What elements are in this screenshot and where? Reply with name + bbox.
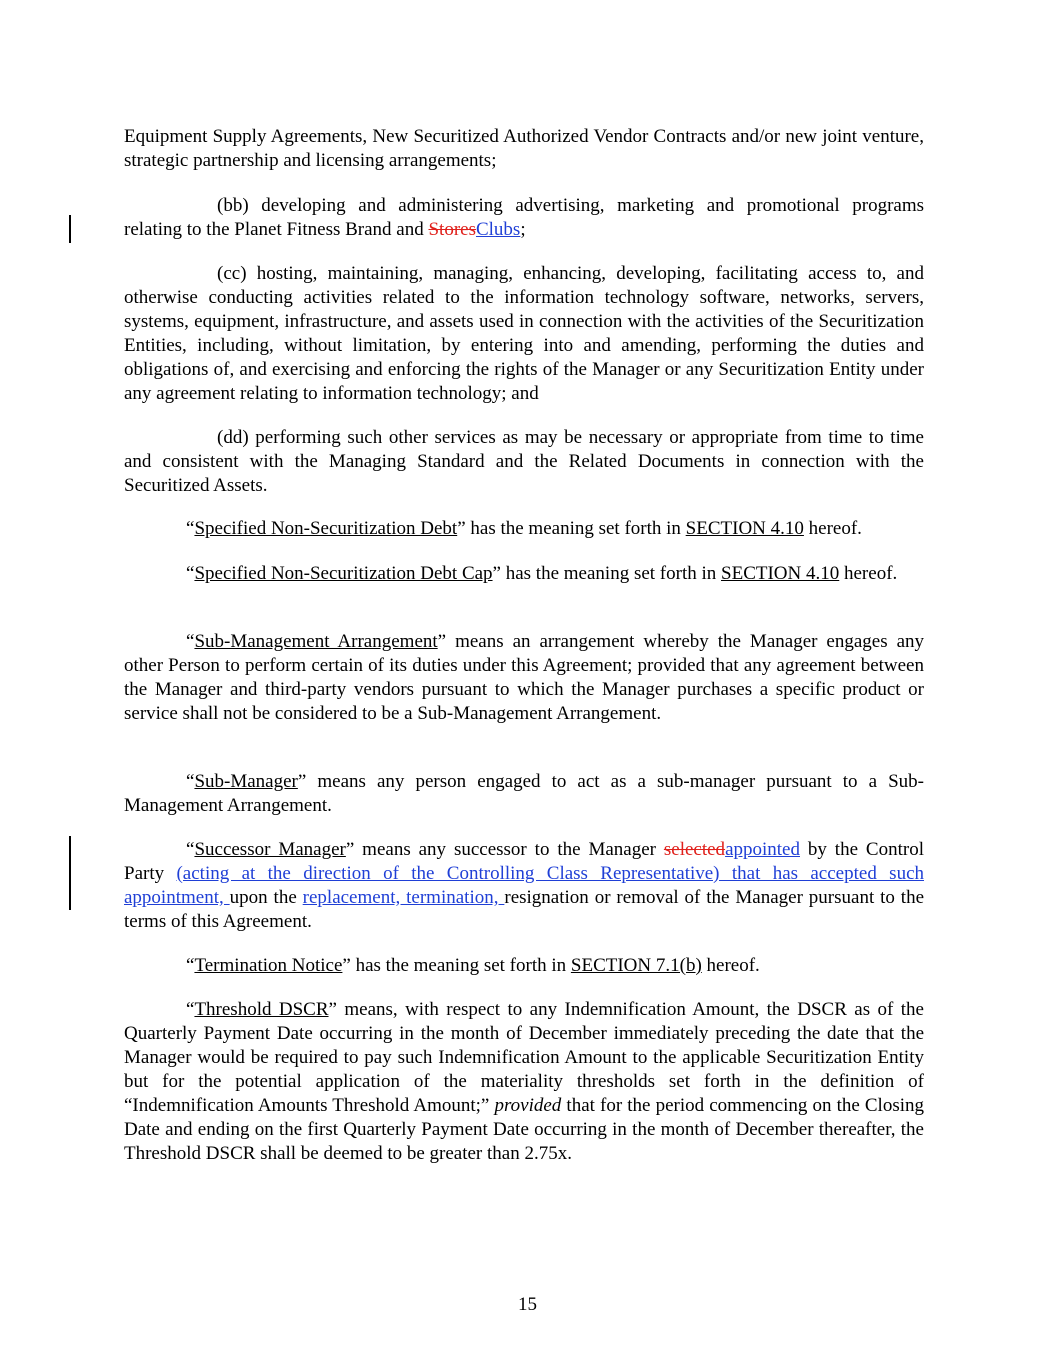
section-reference: SECTION 4.10: [721, 563, 840, 584]
definition-text: that for the period commencing on the Closing Date and ending on the first Quarterly Payment Date occurring in the month of December thereafter, the Threshold DSCR shall be deemed to be greater than 2.75x.: [124, 1095, 925, 1164]
definition-text: ” means an arrangement whereby the Manager engages any other Person to perform certain of its duties under this Agreement; provided that any agreement between the Manager and third-party vendors pursuant to which the Manager purchases a specific product or service shall not be considered to be a Sub-Management Arrangement.: [124, 631, 925, 724]
definition-end: hereof.: [839, 563, 898, 584]
definition-text: ” means, with respect to any Indemnification Amount, the DSCR as of the Quarterly Payment Date occurring in the month of December immediately preceding the date that the Manager would be required to pay such Indemnification Amount to the applicable Securitization Entity but for the potential application of the materiality thresholds set forth in the definition of “Indemnification Amounts Threshold Amount;”: [124, 999, 924, 1116]
definition-threshold-dscr: [124, 998, 924, 1166]
quote-open: “: [186, 999, 195, 1020]
paragraph-continuation: Equipment Supply Agreements, New Securitized Authorized Vendor Contracts and/or new joint venture, strategic partnership and licensing arrangements;: [124, 126, 924, 171]
inserted-text: replacement, termination,: [302, 887, 505, 908]
quote-open: “: [186, 563, 195, 584]
inserted-text: (acting at the direction of the Controlling Class Representative) that has accepted such appointment,: [124, 863, 924, 908]
definition-specified-non-securitization-debt: [124, 517, 924, 541]
emphasis-text: provided: [494, 1095, 562, 1116]
deleted-text: Stores: [428, 219, 476, 240]
definition-text: by the Control Party: [124, 839, 924, 884]
definition-text: ” means any person engaged to act as a sub-manager pursuant to a Sub-Management Arrangement.: [124, 771, 924, 816]
inserted-text: appointed: [725, 839, 800, 860]
quote-open: “: [186, 771, 195, 792]
defined-term: Specified Non-Securitization Debt: [194, 518, 458, 539]
definition-text: ” has the meaning set forth in: [457, 518, 686, 539]
defined-term: Sub-Management Arrangement: [194, 631, 438, 652]
quote-open: “: [186, 518, 195, 539]
definition-successor-manager: [124, 838, 924, 934]
paragraph-cc: (cc) hosting, maintaining, managing, enhancing, developing, facilitating access to, and otherwise conducting activities related to the information technology software, networks, servers, systems, equipment, infrastructure, and assets used in connection with the activities of the Securitization Entities, including, without limitation, by entering into and amending, performing the duties and obligations of, and exercising and enforcing the rights of the Manager or any Securitization Entity under any agreement relating to information technology; and: [124, 263, 924, 404]
definition-specified-non-securitization-debt-cap: [124, 562, 924, 586]
defined-term: Termination Notice: [194, 955, 343, 976]
section-reference: SECTION 4.10: [685, 518, 804, 539]
section-reference: SECTION 7.1(b): [570, 955, 702, 976]
definition-sub-management-arrangement: [124, 630, 924, 726]
definition-end: hereof.: [701, 955, 760, 976]
defined-term: Specified Non-Securitization Debt Cap: [194, 563, 493, 584]
paragraph-bb: [124, 194, 924, 242]
bb-end: ;: [520, 219, 526, 240]
paragraph-dd: (dd) performing such other services as may be necessary or appropriate from time to time and consistent with the Managing Standard and the Related Documents in connection with the Securitized Assets.: [124, 427, 924, 496]
definition-sub-manager: [124, 770, 924, 818]
change-bar: [69, 215, 71, 243]
definition-text: upon the: [229, 887, 303, 908]
quote-open: “: [186, 631, 195, 652]
defined-term: Successor Manager: [194, 839, 346, 860]
definition-text: ” means any successor to the Manager: [345, 839, 664, 860]
definition-text: ” has the meaning set forth in: [342, 955, 571, 976]
bb-text: (bb) developing and administering advertising, marketing and promotional programs relating to the Planet Fitness Brand and: [124, 195, 924, 240]
deleted-text: selected: [663, 839, 726, 860]
inserted-text: Clubs: [475, 219, 521, 240]
defined-term: Sub-Manager: [194, 771, 298, 792]
page-number: 15: [518, 1294, 537, 1315]
change-bar: [69, 836, 71, 910]
defined-term: Threshold DSCR: [194, 999, 329, 1020]
quote-open: “: [186, 955, 195, 976]
definition-termination-notice: [124, 954, 924, 978]
definition-end: hereof.: [803, 518, 862, 539]
definition-text: resignation or removal of the Manager pursuant to the terms of this Agreement.: [124, 887, 925, 932]
quote-open: “: [186, 839, 195, 860]
definition-text: ” has the meaning set forth in: [492, 563, 722, 584]
